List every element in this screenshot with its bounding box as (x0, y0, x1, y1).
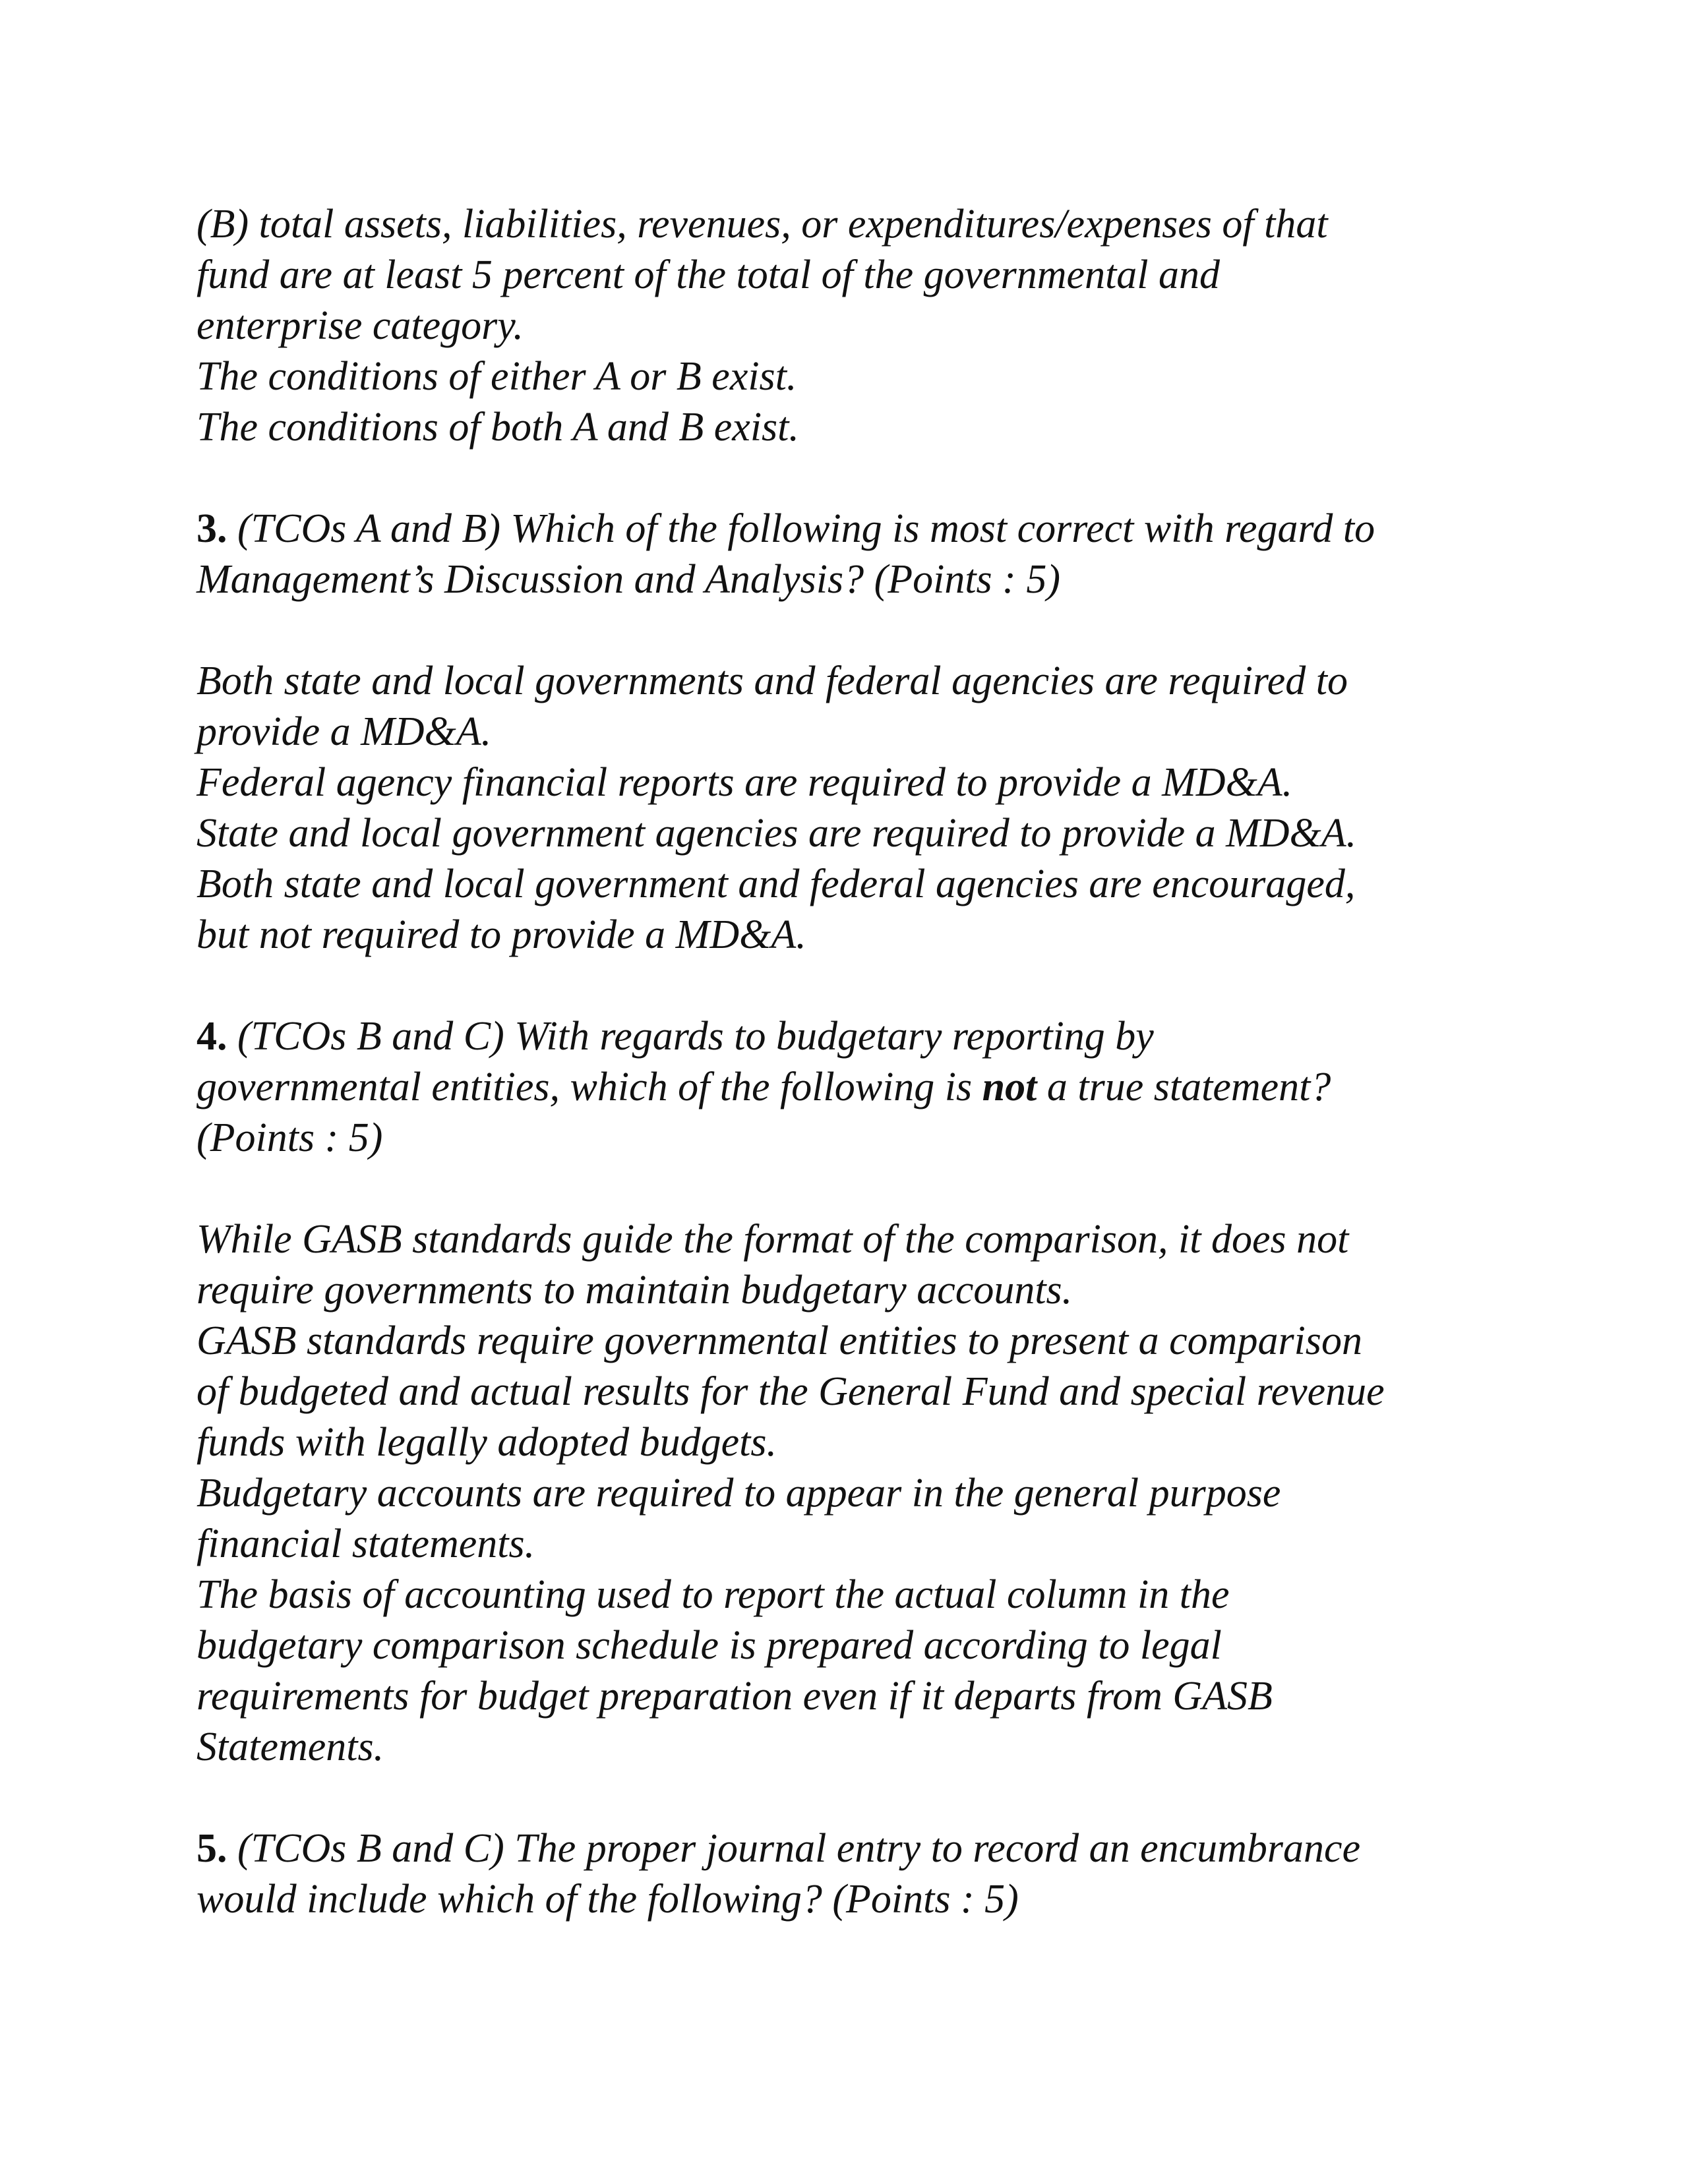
q2-option-b-line-2: fund are at least 5 percent of the total of the governmental and (196, 252, 1221, 297)
q4-option-line: financial statements. (196, 1521, 535, 1566)
q3-question-line-1 (196, 504, 1515, 554)
question-3 (196, 504, 1515, 960)
q5-question-line-2: would include which of the following? (Points : 5) (196, 1877, 1019, 1922)
q2-continuation (196, 199, 1515, 453)
q4-option-line: budgetary comparison schedule is prepared according to legal (196, 1623, 1222, 1668)
q3-option-line: Both state and local governments and federal agencies are required to (196, 659, 1348, 703)
spacer (196, 605, 1515, 656)
q4-option-line: Budgetary accounts are required to appear in the general purpose (196, 1471, 1281, 1516)
q4-option-line: Statements. (196, 1725, 384, 1769)
q5-number: 5. (196, 1826, 227, 1871)
q4-option-line: of budgeted and actual results for the General Fund and special revenue (196, 1369, 1385, 1414)
q4-option-line: funds with legally adopted budgets. (196, 1420, 777, 1465)
q2-option-both: The conditions of both A and B exist. (196, 405, 799, 450)
q4-emphasis-not: not (982, 1065, 1037, 1109)
q3-question-line-2: Management’s Discussion and Analysis? (Points : 5) (196, 557, 1060, 602)
q4-option-line: requirements for budget preparation even if it departs from GASB (196, 1674, 1273, 1719)
question-4 (196, 1011, 1515, 1773)
q4-question-text-2a: governmental entities, which of the following is (196, 1065, 982, 1109)
spacer (196, 1164, 1515, 1214)
q5-question-line-1 (196, 1823, 1515, 1874)
q3-option-line: Federal agency financial reports are required to provide a MD&A. (196, 760, 1293, 805)
spacer (196, 960, 1515, 1011)
q4-question-text-1: (TCOs B and C) With regards to budgetary reporting by (227, 1014, 1154, 1059)
document-page (196, 199, 1515, 1925)
q2-option-either: The conditions of either A or B exist. (196, 354, 797, 399)
q4-question-line-1 (196, 1011, 1515, 1062)
q3-option-line: but not required to provide a MD&A. (196, 912, 806, 957)
q4-number: 4. (196, 1014, 227, 1059)
q2-option-b-line-3: enterprise category. (196, 303, 524, 348)
question-5 (196, 1823, 1515, 1925)
q5-question-text-1: (TCOs B and C) The proper journal entry to record an encumbrance (227, 1826, 1361, 1871)
q2-option-b-line-1: (B) total assets, liabilities, revenues, or expenditures/expenses of that (196, 202, 1328, 247)
q4-option-line: While GASB standards guide the format of the comparison, it does not (196, 1217, 1349, 1262)
q3-question-text-1: (TCOs A and B) Which of the following is most correct with regard to (227, 506, 1375, 551)
q3-option-line: Both state and local government and federal agencies are encouraged, (196, 862, 1356, 906)
q3-number: 3. (196, 506, 227, 551)
spacer (196, 1773, 1515, 1823)
q3-option-line: State and local government agencies are required to provide a MD&A. (196, 811, 1357, 856)
q4-option-line: The basis of accounting used to report the actual column in the (196, 1572, 1230, 1617)
q3-option-line: provide a MD&A. (196, 709, 492, 754)
q4-option-line: GASB standards require governmental entities to present a comparison (196, 1318, 1362, 1363)
q4-question-line-2 (196, 1062, 1515, 1113)
q4-question-line-3: (Points : 5) (196, 1115, 383, 1160)
q4-question-text-2b: a true statement? (1037, 1065, 1331, 1109)
spacer (196, 453, 1515, 504)
q4-option-line: require governments to maintain budgetary accounts. (196, 1268, 1073, 1313)
